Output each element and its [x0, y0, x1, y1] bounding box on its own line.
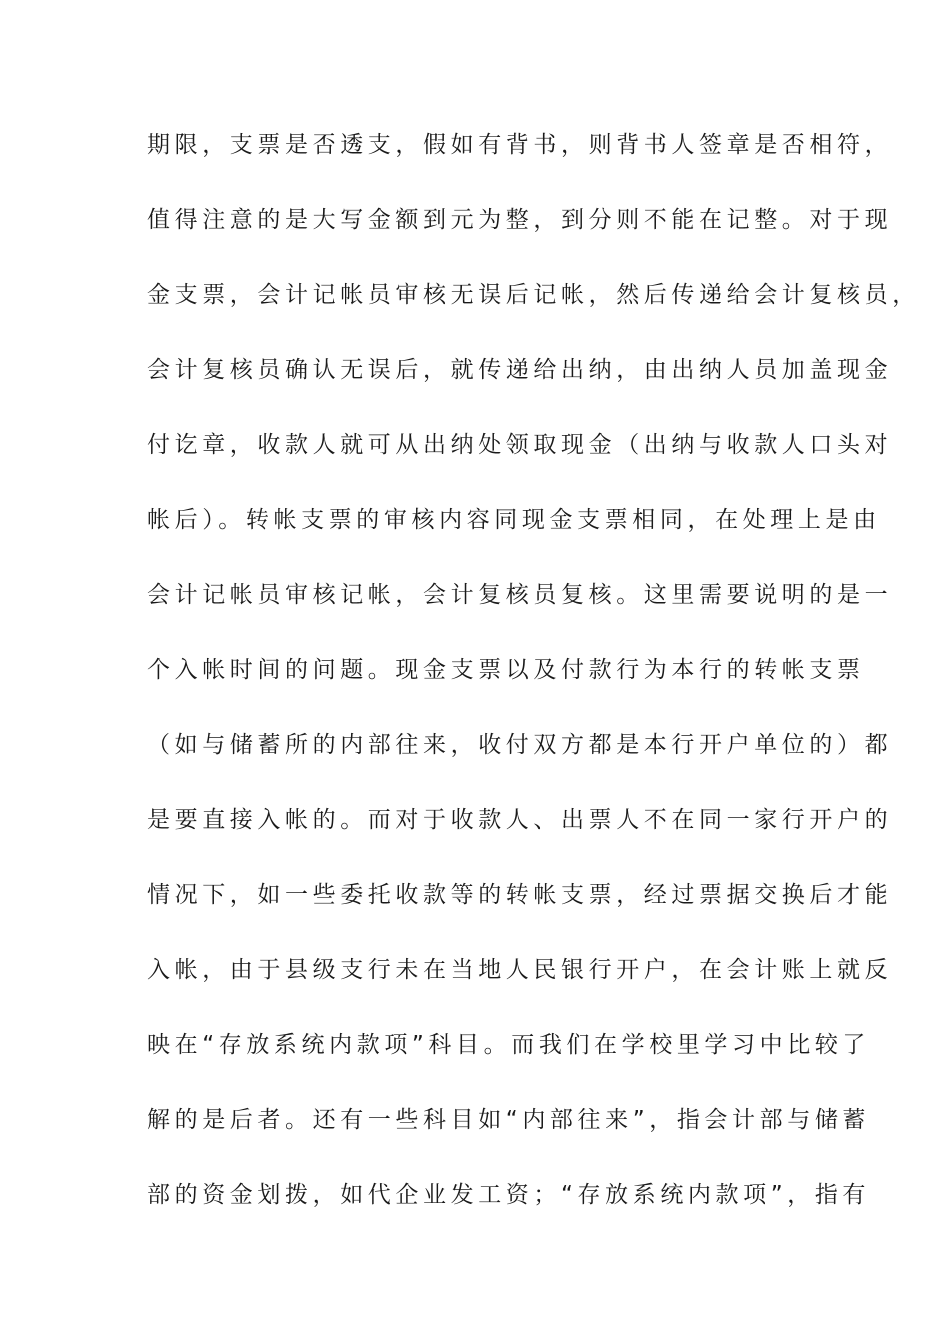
text-line: 入帐，由于县级支行未在当地人民银行开户，在会计账上就反	[147, 957, 893, 983]
text-line: 期限，支票是否透支，假如有背书，则背书人签章是否相符，	[147, 132, 893, 158]
text-line: 值得注意的是大写金额到元为整，到分则不能在记整。对于现	[147, 207, 893, 233]
text-line: 部的资金划拨，如代企业发工资；“存放系统内款项”，指有	[147, 1182, 871, 1208]
text-line: 个入帐时间的问题。现金支票以及付款行为本行的转帐支票	[147, 657, 865, 683]
text-line: 帐后）。转帐支票的审核内容同现金支票相同，在处理上是由	[147, 507, 881, 533]
text-line: 映在“存放系统内款项”科目。而我们在学校里学习中比较了	[147, 1032, 871, 1058]
text-line: 情况下，如一些委托收款等的转帐支票，经过票据交换后才能	[147, 882, 893, 908]
text-line: 是要直接入帐的。而对于收款人、出票人不在同一家行开户的	[147, 807, 893, 833]
text-line: 付讫章，收款人就可从出纳处领取现金（出纳与收款人口头对	[147, 432, 893, 458]
text-line: （如与储蓄所的内部往来，收付双方都是本行开户单位的）都	[147, 732, 893, 758]
text-line: 会计复核员确认无误后，就传递给出纳，由出纳人员加盖现金	[147, 357, 893, 383]
text-line: 会计记帐员审核记帐，会计复核员复核。这里需要说明的是一	[147, 582, 893, 608]
body-paragraph	[147, 131, 920, 1256]
text-line: 解的是后者。还有一些科目如“内部往来”，指会计部与储蓄	[147, 1107, 871, 1133]
text-line: 金支票，会计记帐员审核无误后记帐，然后传递给会计复核员，	[147, 282, 920, 308]
